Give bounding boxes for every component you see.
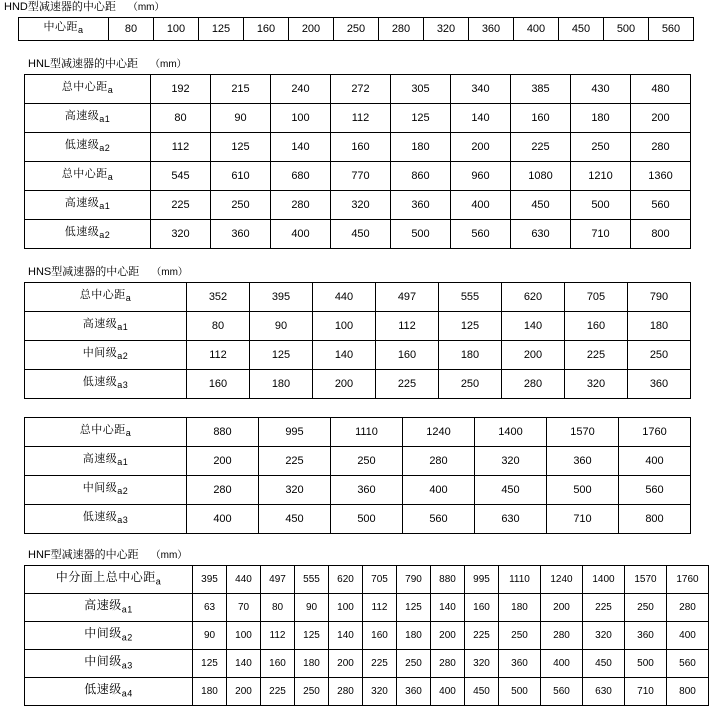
cell: 630 (475, 505, 547, 534)
cell: 1240 (403, 418, 475, 447)
cell: 360 (469, 18, 514, 41)
row-label-main: 高速级 (84, 597, 122, 612)
table-row (25, 505, 691, 534)
cell: 215 (211, 75, 271, 104)
cell: 90 (211, 104, 271, 133)
cell: 620 (502, 283, 565, 312)
row-label-sub: a2 (117, 486, 129, 497)
cell: 880 (431, 566, 465, 594)
cell: 360 (499, 650, 541, 678)
cell: 680 (271, 162, 331, 191)
cell: 497 (376, 283, 439, 312)
cell: 320 (259, 476, 331, 505)
cell: 125 (193, 650, 227, 678)
cell: 125 (211, 133, 271, 162)
cell: 450 (475, 476, 547, 505)
cell: 180 (193, 678, 227, 706)
cell: 320 (331, 191, 391, 220)
hns-caption-unit: （mm） (151, 267, 188, 278)
cell: 140 (313, 341, 376, 370)
cell: 320 (363, 678, 397, 706)
cell: 1360 (631, 162, 691, 191)
cell: 280 (431, 650, 465, 678)
cell: 340 (451, 75, 511, 104)
cell: 160 (331, 133, 391, 162)
cell: 710 (625, 678, 667, 706)
cell: 1080 (511, 162, 571, 191)
spacer (0, 536, 709, 548)
cell: 560 (451, 220, 511, 249)
table-row (25, 447, 691, 476)
table-row (25, 162, 691, 191)
cell: 90 (193, 622, 227, 650)
row-label-main: 总中心距 (61, 80, 108, 93)
cell: 160 (465, 594, 499, 622)
cell: 225 (376, 370, 439, 399)
cell: 430 (571, 75, 631, 104)
cell: 790 (397, 566, 431, 594)
cell: 200 (329, 650, 363, 678)
cell: 360 (625, 622, 667, 650)
cell: 620 (329, 566, 363, 594)
row-label-sub: a1 (99, 114, 111, 125)
cell: 280 (187, 476, 259, 505)
row-label (25, 133, 151, 162)
row-label-main: 中心距 (43, 20, 78, 33)
cell: 450 (559, 18, 604, 41)
row-label-main: 中间级 (84, 653, 122, 668)
cell: 360 (397, 678, 431, 706)
table-row (25, 191, 691, 220)
cell: 250 (334, 18, 379, 41)
hnl-caption (0, 57, 709, 74)
cell: 112 (331, 104, 391, 133)
table-row (25, 594, 709, 622)
hns-center-distance-table-part1 (24, 282, 691, 399)
table-row (25, 283, 691, 312)
cell: 400 (271, 220, 331, 249)
cell: 140 (451, 104, 511, 133)
table-row (25, 220, 691, 249)
cell: 395 (193, 566, 227, 594)
cell: 160 (187, 370, 250, 399)
cell: 1400 (583, 566, 625, 594)
row-label-main: 低速级 (64, 225, 100, 238)
cell: 140 (502, 312, 565, 341)
cell: 320 (151, 220, 211, 249)
row-label (19, 18, 109, 41)
cell: 555 (295, 566, 329, 594)
cell: 200 (502, 341, 565, 370)
row-label-sub: a (155, 576, 162, 587)
hnl-caption-unit: （mm） (150, 59, 187, 70)
row-label-main: 中分面上总中心距 (55, 569, 156, 584)
cell: 250 (625, 594, 667, 622)
cell: 80 (187, 312, 250, 341)
cell: 497 (261, 566, 295, 594)
cell: 280 (379, 18, 424, 41)
cell: 280 (631, 133, 691, 162)
cell: 500 (499, 678, 541, 706)
cell: 1400 (475, 418, 547, 447)
row-label-sub: a3 (121, 660, 133, 671)
cell: 200 (187, 447, 259, 476)
row-label-sub: a (125, 293, 132, 304)
row-label-sub: a (125, 428, 132, 439)
cell: 705 (565, 283, 628, 312)
cell: 200 (227, 678, 261, 706)
cell: 560 (631, 191, 691, 220)
cell: 360 (628, 370, 691, 399)
row-label (25, 622, 193, 650)
row-label-sub: a (77, 25, 84, 36)
cell: 100 (313, 312, 376, 341)
cell: 100 (329, 594, 363, 622)
row-label (25, 370, 187, 399)
cell: 140 (329, 622, 363, 650)
hnd-caption-unit: （mm） (127, 2, 165, 13)
cell: 200 (541, 594, 583, 622)
cell: 200 (451, 133, 511, 162)
cell: 860 (391, 162, 451, 191)
row-label-main: 总中心距 (61, 167, 108, 180)
cell: 1760 (667, 566, 709, 594)
cell: 400 (403, 476, 475, 505)
cell: 400 (187, 505, 259, 534)
cell: 250 (295, 678, 329, 706)
row-label (25, 75, 151, 104)
cell: 100 (154, 18, 199, 41)
cell: 630 (511, 220, 571, 249)
cell: 280 (271, 191, 331, 220)
row-label (25, 162, 151, 191)
cell: 125 (397, 594, 431, 622)
hnl-caption-text: HNL型减速器的中心距 (28, 58, 139, 70)
cell: 140 (431, 594, 465, 622)
cell: 125 (199, 18, 244, 41)
cell: 280 (403, 447, 475, 476)
row-label (25, 191, 151, 220)
cell: 440 (313, 283, 376, 312)
row-label (25, 447, 187, 476)
cell: 320 (475, 447, 547, 476)
row-label-sub: a2 (121, 632, 133, 643)
table-row (25, 476, 691, 505)
cell: 385 (511, 75, 571, 104)
cell: 450 (259, 505, 331, 534)
cell: 320 (424, 18, 469, 41)
cell: 400 (451, 191, 511, 220)
cell: 705 (363, 566, 397, 594)
row-label-sub: a4 (121, 688, 133, 699)
row-label-sub: a1 (99, 201, 111, 212)
table-row (25, 75, 691, 104)
cell: 400 (514, 18, 559, 41)
row-label (25, 566, 193, 594)
cell: 450 (511, 191, 571, 220)
cell: 112 (261, 622, 295, 650)
cell: 450 (465, 678, 499, 706)
cell: 225 (465, 622, 499, 650)
cell: 400 (667, 622, 709, 650)
cell: 630 (583, 678, 625, 706)
cell: 320 (583, 622, 625, 650)
cell: 400 (431, 678, 465, 706)
cell: 112 (151, 133, 211, 162)
cell: 80 (151, 104, 211, 133)
hnf-center-distance-table (24, 565, 709, 706)
cell: 500 (547, 476, 619, 505)
cell: 90 (250, 312, 313, 341)
cell: 160 (376, 341, 439, 370)
row-label (25, 594, 193, 622)
row-label-sub: a2 (99, 143, 111, 154)
cell: 225 (151, 191, 211, 220)
cell: 352 (187, 283, 250, 312)
cell: 280 (329, 678, 363, 706)
cell: 160 (261, 650, 295, 678)
cell: 250 (397, 650, 431, 678)
row-label (25, 341, 187, 370)
cell: 250 (499, 622, 541, 650)
table-row (25, 312, 691, 341)
row-label-sub: a3 (117, 515, 129, 526)
cell: 225 (511, 133, 571, 162)
row-label-sub: a (107, 172, 114, 183)
cell: 225 (583, 594, 625, 622)
row-label-main: 低速级 (84, 681, 122, 696)
cell: 610 (211, 162, 271, 191)
cell: 560 (403, 505, 475, 534)
table-row (25, 622, 709, 650)
row-label-sub: a (107, 85, 114, 96)
cell: 500 (391, 220, 451, 249)
row-label (25, 418, 187, 447)
cell: 710 (571, 220, 631, 249)
cell: 225 (363, 650, 397, 678)
cell: 800 (619, 505, 691, 534)
cell: 480 (631, 75, 691, 104)
cell: 180 (250, 370, 313, 399)
spacer (0, 401, 709, 417)
cell: 125 (295, 622, 329, 650)
cell: 560 (649, 18, 694, 41)
row-label-main: 低速级 (64, 138, 100, 151)
cell: 180 (571, 104, 631, 133)
cell: 250 (439, 370, 502, 399)
row-label (25, 220, 151, 249)
cell: 995 (259, 418, 331, 447)
cell: 320 (565, 370, 628, 399)
table-row (19, 18, 694, 41)
cell: 225 (259, 447, 331, 476)
cell: 160 (363, 622, 397, 650)
table-row (25, 566, 709, 594)
row-label (25, 650, 193, 678)
cell: 100 (227, 622, 261, 650)
cell: 560 (619, 476, 691, 505)
cell: 80 (109, 18, 154, 41)
hnf-caption (0, 548, 709, 565)
row-label (25, 104, 151, 133)
cell: 450 (583, 650, 625, 678)
row-label (25, 678, 193, 706)
cell: 200 (313, 370, 376, 399)
cell: 560 (541, 678, 583, 706)
cell: 1240 (541, 566, 583, 594)
hnf-caption-unit: （mm） (150, 550, 188, 561)
cell: 400 (619, 447, 691, 476)
cell: 160 (244, 18, 289, 41)
cell: 100 (271, 104, 331, 133)
row-label-sub: a2 (117, 351, 129, 362)
row-label-main: 中间级 (84, 625, 122, 640)
cell: 125 (391, 104, 451, 133)
row-label (25, 505, 187, 534)
hns-caption (0, 265, 709, 282)
cell: 1110 (499, 566, 541, 594)
cell: 555 (439, 283, 502, 312)
cell: 1570 (625, 566, 667, 594)
row-label-sub: a1 (117, 457, 129, 468)
cell: 112 (187, 341, 250, 370)
cell: 320 (465, 650, 499, 678)
cell: 200 (289, 18, 334, 41)
cell: 280 (541, 622, 583, 650)
cell: 180 (439, 341, 502, 370)
row-label-main: 总中心距 (79, 288, 126, 301)
cell: 450 (331, 220, 391, 249)
cell: 500 (571, 191, 631, 220)
cell: 360 (547, 447, 619, 476)
row-label-sub: a1 (117, 322, 129, 333)
hns-center-distance-table-part2 (24, 417, 691, 534)
row-label-main: 低速级 (82, 375, 118, 388)
hnd-caption (0, 0, 709, 17)
cell: 1210 (571, 162, 631, 191)
cell: 400 (541, 650, 583, 678)
cell: 160 (565, 312, 628, 341)
cell: 160 (511, 104, 571, 133)
row-label-main: 中间级 (82, 346, 118, 359)
cell: 250 (628, 341, 691, 370)
cell: 305 (391, 75, 451, 104)
table-row (25, 341, 691, 370)
cell: 272 (331, 75, 391, 104)
cell: 112 (376, 312, 439, 341)
cell: 250 (211, 191, 271, 220)
cell: 360 (391, 191, 451, 220)
cell: 70 (227, 594, 261, 622)
table-row (25, 133, 691, 162)
cell: 180 (628, 312, 691, 341)
table-row (25, 650, 709, 678)
row-label-main: 高速级 (64, 196, 100, 209)
cell: 500 (331, 505, 403, 534)
row-label-main: 总中心距 (79, 423, 126, 436)
cell: 180 (397, 622, 431, 650)
row-label-main: 高速级 (82, 317, 118, 330)
cell: 200 (631, 104, 691, 133)
cell: 125 (439, 312, 502, 341)
table-row (25, 418, 691, 447)
cell: 192 (151, 75, 211, 104)
row-label-sub: a2 (99, 230, 111, 241)
cell: 1570 (547, 418, 619, 447)
cell: 560 (667, 650, 709, 678)
cell: 500 (625, 650, 667, 678)
row-label (25, 476, 187, 505)
row-label-main: 高速级 (82, 452, 118, 465)
cell: 800 (631, 220, 691, 249)
cell: 880 (187, 418, 259, 447)
spacer (0, 43, 709, 57)
cell: 360 (331, 476, 403, 505)
table-row (25, 370, 691, 399)
cell: 140 (271, 133, 331, 162)
hnl-center-distance-table (24, 74, 691, 249)
hnd-caption-text: HND型减速器的中心距 (4, 1, 116, 13)
cell: 995 (465, 566, 499, 594)
cell: 125 (250, 341, 313, 370)
cell: 395 (250, 283, 313, 312)
cell: 250 (571, 133, 631, 162)
table-row (25, 678, 709, 706)
cell: 440 (227, 566, 261, 594)
row-label-sub: a3 (117, 380, 129, 391)
cell: 63 (193, 594, 227, 622)
cell: 180 (295, 650, 329, 678)
cell: 140 (227, 650, 261, 678)
row-label-main: 低速级 (82, 510, 118, 523)
cell: 280 (667, 594, 709, 622)
table-row (25, 104, 691, 133)
cell: 710 (547, 505, 619, 534)
hnd-center-distance-table (18, 17, 694, 41)
cell: 500 (604, 18, 649, 41)
cell: 180 (391, 133, 451, 162)
cell: 800 (667, 678, 709, 706)
cell: 112 (363, 594, 397, 622)
row-label (25, 283, 187, 312)
cell: 225 (261, 678, 295, 706)
cell: 1760 (619, 418, 691, 447)
row-label-sub: a1 (121, 604, 133, 615)
cell: 1110 (331, 418, 403, 447)
cell: 250 (331, 447, 403, 476)
cell: 180 (499, 594, 541, 622)
cell: 90 (295, 594, 329, 622)
row-label-main: 中间级 (82, 481, 118, 494)
cell: 280 (502, 370, 565, 399)
cell: 960 (451, 162, 511, 191)
cell: 770 (331, 162, 391, 191)
hns-caption-text: HNS型减速器的中心距 (28, 266, 140, 278)
cell: 240 (271, 75, 331, 104)
row-label (25, 312, 187, 341)
cell: 360 (211, 220, 271, 249)
row-label-main: 高速级 (64, 109, 100, 122)
cell: 200 (431, 622, 465, 650)
cell: 545 (151, 162, 211, 191)
cell: 225 (565, 341, 628, 370)
hnf-caption-text: HNF型减速器的中心距 (28, 549, 139, 561)
cell: 80 (261, 594, 295, 622)
cell: 790 (628, 283, 691, 312)
spacer (0, 251, 709, 265)
